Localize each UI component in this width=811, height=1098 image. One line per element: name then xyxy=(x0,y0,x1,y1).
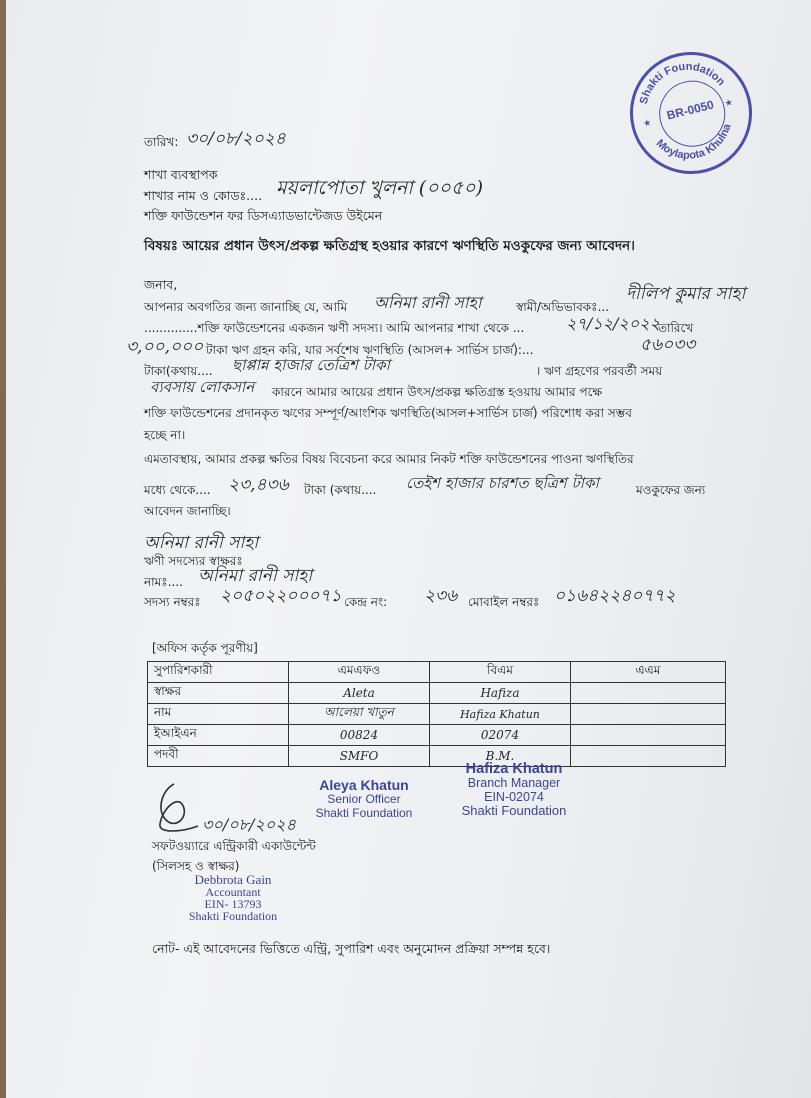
para1-after-words: । ঋণ গ্রহণের পরবর্তী সময় xyxy=(536,364,663,378)
bm-name: Hafiza Khatun xyxy=(430,704,571,725)
para1-member: ..............শক্তি ফাউন্ডেশনের একজন ঋণী সদস্য। আমি আপনার শাখা থেকে ... xyxy=(144,321,525,335)
office-approval-table xyxy=(147,661,726,767)
table-row xyxy=(148,683,726,704)
applicant-sign-label: ঋণী সদস্যের স্বাক্ষরঃ xyxy=(144,554,243,568)
applicant-signature: অনিমা রানী সাহা xyxy=(144,533,259,553)
office-section-label: [অফিস কর্তৃক পূরণীয়] xyxy=(152,641,258,655)
bm-signature: Hafiza xyxy=(430,683,571,704)
am-ein xyxy=(571,725,726,746)
guardian-name: দীলিপ কুমার সাহা xyxy=(626,284,746,304)
svg-text:★: ★ xyxy=(642,118,653,130)
officer-seal xyxy=(298,778,430,820)
officer-name: Aleya Khatun xyxy=(319,777,409,793)
member-number-label: সদস্য নম্বরঃ xyxy=(144,595,201,609)
mfo-ein: 00824 xyxy=(289,725,430,746)
manager-org: Shakti Foundation xyxy=(461,803,567,818)
para1-end: হচ্ছে না। xyxy=(144,428,186,442)
para1-loan-text: টাকা ঋণ গ্রহন করি, যার সর্বশেষ ঋণস্থিতি (আসল+ সার্ভিস চার্জ):... xyxy=(206,343,534,357)
waiver-in-words: তেইশ হাজার চারশত ছত্রিশ টাকা xyxy=(406,474,599,492)
accountant-title: Accountant xyxy=(205,885,261,899)
loss-reason: ব্যবসায় লোকসান xyxy=(150,378,255,396)
balance-in-words: ছাপ্পান্ন হাজার তেত্রিশ টাকা xyxy=(232,356,390,374)
waiver-amount: ২৩,৪৩৬ xyxy=(228,475,289,495)
stamp-bottom-text: Moylapota Khulna xyxy=(653,122,734,162)
row-label: নাম xyxy=(148,704,289,725)
accountant-seal xyxy=(158,874,308,922)
branch-name-value: ময়লাপোতা খুলনা (০০৫০) xyxy=(276,177,483,199)
accountant-org: Shakti Foundation xyxy=(188,909,278,923)
accountant-name: Debbrota Gain xyxy=(194,872,272,887)
mfo-name: আলেয়া খাতুন xyxy=(289,704,430,725)
mfo-signature: Aleta xyxy=(289,683,430,704)
date-label: তারিখ: xyxy=(144,135,179,149)
document-page xyxy=(6,0,811,1098)
row-label: ইআইএন xyxy=(148,725,289,746)
header-mfo: এমএফও xyxy=(289,662,430,683)
header-am: এএম xyxy=(571,662,726,683)
organization-name: শক্তি ফাউন্ডেশন ফর ডিসএ্যাডভান্টেজড উইমেন xyxy=(144,208,383,223)
accountant-ein: EIN- 13793 xyxy=(204,897,262,911)
footer-note: নোট- এই আবেদনের ভিত্তিতে এন্ট্রি, সুপারিশ এবং অনুমোদন প্রক্রিয়া সম্পন্ন হবে। xyxy=(152,941,551,956)
outstanding-balance: ৫৬০৩৩ xyxy=(640,335,696,355)
applicant-name-inline: অনিমা রানী সাহা xyxy=(374,293,482,312)
para1-words-label: টাকা(কথায়.... xyxy=(144,364,213,378)
accountant-label: সফটওয়্যারে এন্ট্রিকারী একাউন্টেন্ট xyxy=(152,839,316,853)
stamp-top-text: Shakti Foundation xyxy=(637,60,728,106)
row-label: স্বাক্ষর xyxy=(148,683,289,704)
center-number-label: কেন্দ্র নং: xyxy=(344,595,388,609)
accountant-sign-date: ৩০/০৮/২০২৪ xyxy=(202,815,296,834)
date-value: ৩০/০৮/২০২৪ xyxy=(186,129,286,149)
salutation: জনাব, xyxy=(144,277,178,292)
para2-words-label: টাকা (কথায়.... xyxy=(304,483,377,497)
accountant-seal-note: (সিলসহ ও স্বাক্ষর) xyxy=(152,859,240,873)
applicant-name-value: অনিমা রানী সাহা xyxy=(198,566,313,586)
row-label: পদবী xyxy=(148,746,289,767)
addressee-title: শাখা ব্যবস্থাপক xyxy=(144,167,218,182)
loan-date: ২৭/১২/২০২২ xyxy=(566,314,660,333)
stamp-code: BR-0050 xyxy=(665,97,716,123)
bm-ein: 02074 xyxy=(430,725,571,746)
officer-title: Senior Officer xyxy=(327,792,401,806)
para1-date-suffix: তারিখে xyxy=(658,321,694,335)
para2-end: আবেদন জানাচ্ছি। xyxy=(144,504,231,518)
loan-amount: ৩,০০,০০০ xyxy=(126,337,204,357)
table-row xyxy=(148,704,726,725)
para2-line1: এমতাবস্থায়, আমার প্রকল্প ক্ষতির বিষয় বিবেচনা করে আমার নিকট শক্তি ফাউন্ডেশনের পাওনা ঋণস্থিতির xyxy=(144,452,634,466)
table-row xyxy=(148,725,726,746)
para1-reason-text: কারনে আমার আয়ের প্রধান উৎস/প্রকল্প ক্ষতিগ্রস্ত হওয়ায় আমার পক্ষে xyxy=(272,385,603,399)
header-bm: বিএম xyxy=(430,662,571,683)
officer-org: Shakti Foundation xyxy=(315,806,413,820)
am-name xyxy=(571,704,726,725)
manager-ein: EIN-02074 xyxy=(484,790,544,804)
bm-designation: B.M. xyxy=(430,746,571,767)
mobile-value: ০১৬৪২২৪০৭৭২ xyxy=(554,586,676,606)
manager-title: Branch Manager xyxy=(467,776,561,790)
member-number-value: ২০৫০২২০০০৭১ xyxy=(220,586,342,606)
para2-waiver-suffix: মওকুফের জন্য xyxy=(636,483,706,497)
branch-name-label: শাখার নাম ও কোডঃ.... xyxy=(144,188,263,203)
mobile-label: মোবাইল নম্বরঃ xyxy=(468,595,540,609)
table-header-row xyxy=(148,662,726,683)
subject-line: বিষয়ঃ আয়ের প্রধান উৎস/প্রকল্প ক্ষতিগ্রস্থ হওয়ার কারণে ঋণস্থিতি মওকুফের জন্য আবেদন। xyxy=(144,238,635,254)
manager-seal xyxy=(434,762,594,818)
svg-text:★: ★ xyxy=(723,97,735,110)
am-signature xyxy=(571,683,726,704)
header-recommender: সুপারিশকারী xyxy=(148,662,289,683)
branch-stamp xyxy=(617,39,765,187)
manager-name: Hafiza Khatun xyxy=(465,761,563,777)
applicant-name-label: নামঃ.... xyxy=(144,575,183,589)
mfo-designation: SMFO xyxy=(289,746,430,767)
para1-repay-text: শক্তি ফাউন্ডেশনের প্রদানকৃত ঋণের সম্পূর্ণ/আংশিক ঋণস্থিতি(আসল+সার্ভিস চার্জ) পরিশোধ করা সম্ভব xyxy=(144,406,632,420)
para2-from-label: মধ্যে থেকে.... xyxy=(144,483,211,497)
center-number-value: ২৩৬ xyxy=(424,586,458,606)
guardian-label: স্বামী/অভিভাবকঃ... xyxy=(516,300,610,314)
para1-intro: আপনার অবগতির জন্য জানাচ্ছি যে, আমি xyxy=(144,300,348,314)
